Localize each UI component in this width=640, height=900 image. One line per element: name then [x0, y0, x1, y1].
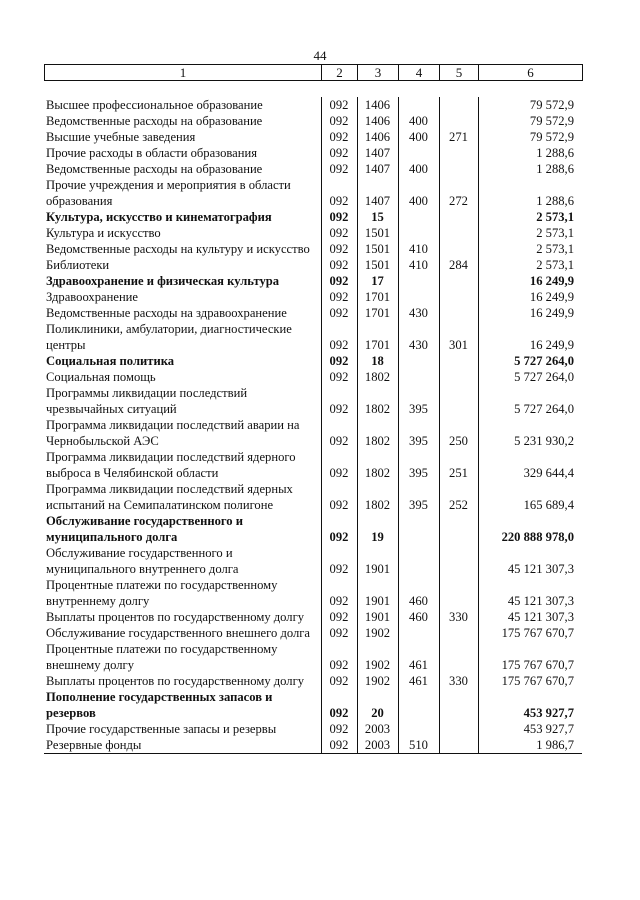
row-col3-cell: 2003: [357, 737, 398, 754]
row-col4-cell: [398, 209, 439, 225]
row-name-cell: Ведомственные расходы на здравоохранение: [46, 306, 287, 320]
row-col4-cell: [398, 625, 439, 641]
row-col2-cell: 092: [321, 385, 357, 417]
row-col2-cell: 092: [321, 145, 357, 161]
table-row: [44, 97, 582, 113]
column-header-3: 3: [358, 65, 399, 81]
row-name-cell: Программа ликвидации последствий ядерного выброса в Челябинской области: [46, 450, 296, 480]
table-row: [44, 545, 582, 577]
row-col5-cell: 284: [439, 257, 478, 273]
row-amount-cell: 175 767 670,7: [478, 641, 582, 673]
table-row: [44, 481, 582, 513]
row-col5-cell: [439, 273, 478, 289]
row-col2-cell: 092: [321, 353, 357, 369]
row-col4-cell: 395: [398, 481, 439, 513]
row-col3-cell: 1701: [357, 289, 398, 305]
row-col4-cell: 400: [398, 113, 439, 129]
row-col4-cell: 461: [398, 641, 439, 673]
row-name-cell: Здравоохранение и физическая культура: [46, 274, 280, 288]
row-col3-cell: 1902: [357, 673, 398, 689]
row-col5-cell: [439, 113, 478, 129]
row-col2-cell: 092: [321, 417, 357, 449]
table-row: [44, 209, 582, 225]
row-amount-cell: 5 231 930,2: [478, 417, 582, 449]
row-col4-cell: 460: [398, 577, 439, 609]
row-col2-cell: 092: [321, 257, 357, 273]
row-name-cell: Прочие расходы в области образования: [46, 146, 258, 160]
table-row: [44, 737, 582, 754]
row-col5-cell: [439, 545, 478, 577]
row-name-cell: Библиотеки: [46, 258, 110, 272]
row-amount-cell: 45 121 307,3: [478, 609, 582, 625]
table-row: [44, 353, 582, 369]
row-col5-cell: [439, 241, 478, 257]
table-row: [44, 689, 582, 721]
table-row: [44, 609, 582, 625]
row-col3-cell: 1407: [357, 177, 398, 209]
row-col2-cell: 092: [321, 673, 357, 689]
row-col3-cell: 1902: [357, 641, 398, 673]
row-col2-cell: 092: [321, 577, 357, 609]
row-amount-cell: 1 288,6: [478, 145, 582, 161]
table-row: [44, 369, 582, 385]
row-col4-cell: [398, 289, 439, 305]
column-header-6: 6: [479, 65, 583, 81]
row-col4-cell: [398, 721, 439, 737]
row-col4-cell: 395: [398, 449, 439, 481]
row-col4-cell: 430: [398, 321, 439, 353]
row-col2-cell: 092: [321, 721, 357, 737]
row-col2-cell: 092: [321, 481, 357, 513]
row-col4-cell: [398, 97, 439, 113]
row-amount-cell: 16 249,9: [478, 289, 582, 305]
row-col4-cell: 461: [398, 673, 439, 689]
table-row: [44, 625, 582, 641]
row-col2-cell: 092: [321, 273, 357, 289]
row-name-cell: Ведомственные расходы на образование: [46, 114, 263, 128]
row-col3-cell: 1406: [357, 97, 398, 113]
row-col4-cell: 460: [398, 609, 439, 625]
row-name-cell: Процентные платежи по государственному внешнему долгу: [46, 642, 278, 672]
row-col5-cell: 301: [439, 321, 478, 353]
row-col2-cell: 092: [321, 289, 357, 305]
row-col4-cell: 410: [398, 257, 439, 273]
row-col4-cell: [398, 513, 439, 545]
row-col4-cell: [398, 369, 439, 385]
row-col5-cell: 271: [439, 129, 478, 145]
row-col4-cell: [398, 545, 439, 577]
table-row: [44, 305, 582, 321]
column-header-5: 5: [440, 65, 479, 81]
row-col3-cell: 20: [357, 689, 398, 721]
table-row: [44, 721, 582, 737]
row-amount-cell: 453 927,7: [478, 689, 582, 721]
row-col3-cell: 18: [357, 353, 398, 369]
row-name-cell: Поликлиники, амбулатории, диагностические центры: [46, 322, 292, 352]
budget-table: [44, 97, 582, 754]
row-col4-cell: 395: [398, 385, 439, 417]
row-amount-cell: 175 767 670,7: [478, 625, 582, 641]
row-amount-cell: 16 249,9: [478, 321, 582, 353]
row-col2-cell: 092: [321, 689, 357, 721]
row-name-cell: Прочие государственные запасы и резервы: [46, 722, 277, 736]
row-col5-cell: [439, 209, 478, 225]
row-name-cell: Культура, искусство и кинематография: [46, 210, 272, 224]
row-amount-cell: 2 573,1: [478, 209, 582, 225]
row-amount-cell: 220 888 978,0: [478, 513, 582, 545]
row-col5-cell: [439, 721, 478, 737]
row-col2-cell: 092: [321, 449, 357, 481]
row-name-cell: Пополнение государственных запасов и резервов: [46, 690, 273, 720]
row-amount-cell: 45 121 307,3: [478, 577, 582, 609]
row-amount-cell: 329 644,4: [478, 449, 582, 481]
row-col3-cell: 1901: [357, 577, 398, 609]
row-col2-cell: 092: [321, 545, 357, 577]
row-name-cell: Обслуживание государственного внешнего долга: [46, 626, 311, 640]
table-row: [44, 273, 582, 289]
table-row: [44, 417, 582, 449]
row-col5-cell: [439, 737, 478, 754]
row-amount-cell: 16 249,9: [478, 273, 582, 289]
row-col5-cell: [439, 689, 478, 721]
row-amount-cell: 165 689,4: [478, 481, 582, 513]
table-row: [44, 257, 582, 273]
row-amount-cell: 2 573,1: [478, 225, 582, 241]
row-amount-cell: 2 573,1: [478, 257, 582, 273]
row-col4-cell: 430: [398, 305, 439, 321]
row-col3-cell: 1802: [357, 385, 398, 417]
row-col5-cell: [439, 97, 478, 113]
row-col2-cell: 092: [321, 513, 357, 545]
row-col3-cell: 1406: [357, 113, 398, 129]
row-col3-cell: 1802: [357, 417, 398, 449]
row-col3-cell: 1406: [357, 129, 398, 145]
row-amount-cell: 1 288,6: [478, 161, 582, 177]
row-col2-cell: 092: [321, 225, 357, 241]
row-name-cell: Программа ликвидации последствий ядерных испытаний на Семипалатинском полигоне: [46, 482, 293, 512]
row-col4-cell: [398, 225, 439, 241]
page-number: 44: [313, 48, 327, 63]
row-col2-cell: 092: [321, 737, 357, 754]
row-col4-cell: 410: [398, 241, 439, 257]
row-col5-cell: 251: [439, 449, 478, 481]
row-col3-cell: 1802: [357, 369, 398, 385]
row-col5-cell: [439, 513, 478, 545]
column-header-2: 2: [322, 65, 358, 81]
row-name-cell: Обслуживание государственного и муниципального внутреннего долга: [46, 546, 239, 576]
row-col2-cell: 092: [321, 241, 357, 257]
row-col5-cell: [439, 225, 478, 241]
row-name-cell: Высшее профессиональное образование: [46, 98, 263, 112]
table-row: [44, 641, 582, 673]
row-col5-cell: [439, 353, 478, 369]
row-col2-cell: 092: [321, 97, 357, 113]
row-col5-cell: [439, 289, 478, 305]
row-col2-cell: 092: [321, 177, 357, 209]
column-header-row: [45, 65, 583, 81]
column-header-1: 1: [45, 65, 322, 81]
row-name-cell: Обслуживание государственного и муниципального долга: [46, 514, 243, 544]
row-name-cell: Программы ликвидации последствий чрезвычайных ситуаций: [46, 386, 248, 416]
column-header-table: [44, 64, 583, 81]
row-amount-cell: 79 572,9: [478, 113, 582, 129]
row-amount-cell: 453 927,7: [478, 721, 582, 737]
row-col4-cell: 510: [398, 737, 439, 754]
row-col5-cell: [439, 369, 478, 385]
row-col3-cell: 1802: [357, 481, 398, 513]
row-name-cell: Процентные платежи по государственному внутреннему долгу: [46, 578, 278, 608]
row-name-cell: Культура и искусство: [46, 226, 161, 240]
row-col2-cell: 092: [321, 209, 357, 225]
row-col5-cell: [439, 641, 478, 673]
row-col2-cell: 092: [321, 129, 357, 145]
table-row: [44, 449, 582, 481]
row-col4-cell: [398, 273, 439, 289]
row-col3-cell: 1407: [357, 161, 398, 177]
table-row: [44, 321, 582, 353]
table-row: [44, 673, 582, 689]
table-row: [44, 241, 582, 257]
row-amount-cell: 5 727 264,0: [478, 385, 582, 417]
table-row: [44, 161, 582, 177]
row-amount-cell: 1 986,7: [478, 737, 582, 754]
table-row: [44, 129, 582, 145]
row-col5-cell: [439, 385, 478, 417]
row-col4-cell: 400: [398, 161, 439, 177]
row-name-cell: Выплаты процентов по государственному долгу: [46, 674, 305, 688]
table-row: [44, 577, 582, 609]
row-amount-cell: 45 121 307,3: [478, 545, 582, 577]
row-amount-cell: 79 572,9: [478, 97, 582, 113]
row-col3-cell: 1701: [357, 321, 398, 353]
row-col2-cell: 092: [321, 113, 357, 129]
row-col4-cell: [398, 689, 439, 721]
row-col3-cell: 17: [357, 273, 398, 289]
row-col3-cell: 1902: [357, 625, 398, 641]
row-col2-cell: 092: [321, 369, 357, 385]
row-amount-cell: 16 249,9: [478, 305, 582, 321]
row-col5-cell: [439, 145, 478, 161]
row-col5-cell: 330: [439, 609, 478, 625]
row-col5-cell: [439, 577, 478, 609]
row-col5-cell: 250: [439, 417, 478, 449]
table-row: [44, 225, 582, 241]
row-col3-cell: 1901: [357, 609, 398, 625]
row-col5-cell: [439, 161, 478, 177]
row-col2-cell: 092: [321, 641, 357, 673]
row-col2-cell: 092: [321, 305, 357, 321]
row-col3-cell: 1701: [357, 305, 398, 321]
row-col3-cell: 1501: [357, 241, 398, 257]
table-row: [44, 177, 582, 209]
row-col5-cell: 272: [439, 177, 478, 209]
row-col5-cell: 330: [439, 673, 478, 689]
row-col4-cell: 395: [398, 417, 439, 449]
row-col4-cell: [398, 353, 439, 369]
row-name-cell: Высшие учебные заведения: [46, 130, 196, 144]
row-name-cell: Социальная политика: [46, 354, 175, 368]
row-amount-cell: 5 727 264,0: [478, 353, 582, 369]
row-amount-cell: 79 572,9: [478, 129, 582, 145]
row-name-cell: Здравоохранение: [46, 290, 139, 304]
row-col2-cell: 092: [321, 161, 357, 177]
row-name-cell: Выплаты процентов по государственному долгу: [46, 610, 305, 624]
row-col5-cell: [439, 305, 478, 321]
row-col2-cell: 092: [321, 625, 357, 641]
row-col5-cell: [439, 625, 478, 641]
row-amount-cell: 5 727 264,0: [478, 369, 582, 385]
row-amount-cell: 2 573,1: [478, 241, 582, 257]
row-name-cell: Социальная помощь: [46, 370, 156, 384]
row-col3-cell: 2003: [357, 721, 398, 737]
row-amount-cell: 175 767 670,7: [478, 673, 582, 689]
row-col3-cell: 19: [357, 513, 398, 545]
row-col3-cell: 15: [357, 209, 398, 225]
row-name-cell: Резервные фонды: [44, 737, 321, 754]
row-amount-cell: 1 288,6: [478, 177, 582, 209]
row-col3-cell: 1501: [357, 225, 398, 241]
table-row: [44, 145, 582, 161]
row-col2-cell: 092: [321, 609, 357, 625]
table-row: [44, 385, 582, 417]
row-col4-cell: 400: [398, 177, 439, 209]
row-name-cell: Программа ликвидации последствий аварии на Чернобыльской АЭС: [46, 418, 300, 448]
row-col3-cell: 1901: [357, 545, 398, 577]
table-row: [44, 113, 582, 129]
table-row: [44, 513, 582, 545]
row-col3-cell: 1501: [357, 257, 398, 273]
row-name-cell: Ведомственные расходы на культуру и искусство: [46, 242, 310, 256]
table-row: [44, 289, 582, 305]
row-name-cell: Прочие учреждения и мероприятия в области образования: [46, 178, 291, 208]
row-col3-cell: 1802: [357, 449, 398, 481]
row-col4-cell: [398, 145, 439, 161]
column-header-4: 4: [399, 65, 440, 81]
row-col2-cell: 092: [321, 321, 357, 353]
row-name-cell: Ведомственные расходы на образование: [46, 162, 263, 176]
row-col4-cell: 400: [398, 129, 439, 145]
row-col5-cell: 252: [439, 481, 478, 513]
row-col3-cell: 1407: [357, 145, 398, 161]
